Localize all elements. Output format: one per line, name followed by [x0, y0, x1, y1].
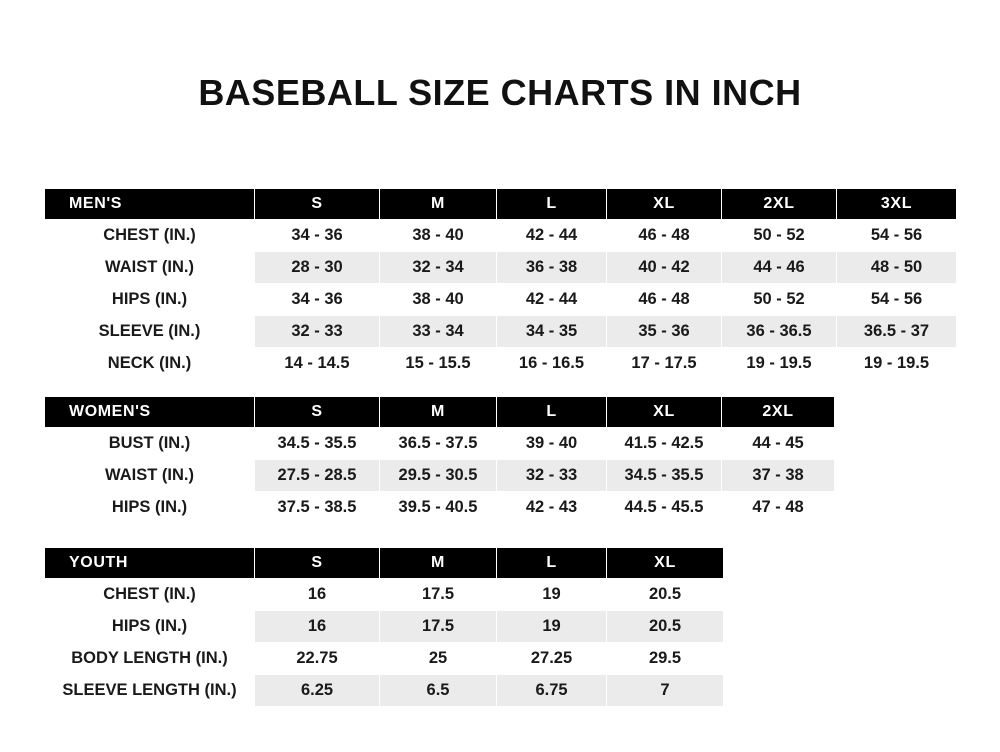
youth-sleeve-length-s: 6.25: [255, 675, 380, 707]
youth-chest-m: 17.5: [380, 579, 497, 611]
mens-sleeve-xl: 35 - 36: [607, 316, 722, 348]
youth-chest-xl: 20.5: [607, 579, 724, 611]
youth-sleeve-length-m: 6.5: [380, 675, 497, 707]
youth-row-label-hips: HIPS (IN.): [45, 611, 255, 643]
youth-header-l: L: [497, 548, 607, 579]
mens-hips-s: 34 - 36: [255, 284, 380, 316]
youth-header-category: YOUTH: [45, 548, 255, 579]
youth-hips-m: 17.5: [380, 611, 497, 643]
mens-chest-3xl: 54 - 56: [837, 220, 957, 252]
womens-header-category: WOMEN'S: [45, 397, 255, 428]
mens-neck-3xl: 19 - 19.5: [837, 348, 957, 380]
mens-waist-xl: 40 - 42: [607, 252, 722, 284]
youth-hips-s: 16: [255, 611, 380, 643]
mens-waist-l: 36 - 38: [497, 252, 607, 284]
womens-waist-l: 32 - 33: [497, 460, 607, 492]
mens-hips-2xl: 50 - 52: [722, 284, 837, 316]
mens-hips-m: 38 - 40: [380, 284, 497, 316]
mens-neck-l: 16 - 16.5: [497, 348, 607, 380]
womens-bust-2xl: 44 - 45: [722, 428, 835, 460]
mens-row-label-waist: WAIST (IN.): [45, 252, 255, 284]
womens-bust-l: 39 - 40: [497, 428, 607, 460]
womens-waist-s: 27.5 - 28.5: [255, 460, 380, 492]
table-row: [45, 643, 724, 675]
mens-chest-2xl: 50 - 52: [722, 220, 837, 252]
mens-chest-m: 38 - 40: [380, 220, 497, 252]
youth-row-label-sleeve-length: SLEEVE LENGTH (IN.): [45, 675, 255, 707]
mens-sleeve-2xl: 36 - 36.5: [722, 316, 837, 348]
table-row: [45, 316, 957, 348]
youth-sleeve-length-xl: 7: [607, 675, 724, 707]
table-row: [45, 675, 724, 707]
youth-sleeve-length-l: 6.75: [497, 675, 607, 707]
youth-chest-l: 19: [497, 579, 607, 611]
table-row: [45, 252, 957, 284]
mens-hips-3xl: 54 - 56: [837, 284, 957, 316]
mens-hips-l: 42 - 44: [497, 284, 607, 316]
table-row: [45, 492, 835, 524]
table-row: [45, 284, 957, 316]
youth-chest-s: 16: [255, 579, 380, 611]
mens-table-header-row: [45, 189, 957, 220]
mens-row-label-sleeve: SLEEVE (IN.): [45, 316, 255, 348]
womens-waist-m: 29.5 - 30.5: [380, 460, 497, 492]
mens-waist-s: 28 - 30: [255, 252, 380, 284]
womens-table-header-row: [45, 397, 835, 428]
youth-header-s: S: [255, 548, 380, 579]
womens-waist-xl: 34.5 - 35.5: [607, 460, 722, 492]
womens-hips-l: 42 - 43: [497, 492, 607, 524]
mens-waist-3xl: 48 - 50: [837, 252, 957, 284]
womens-hips-2xl: 47 - 48: [722, 492, 835, 524]
table-row: [45, 579, 724, 611]
mens-sleeve-3xl: 36.5 - 37: [837, 316, 957, 348]
youth-table-header-row: [45, 548, 724, 579]
womens-hips-s: 37.5 - 38.5: [255, 492, 380, 524]
womens-waist-2xl: 37 - 38: [722, 460, 835, 492]
mens-row-label-chest: CHEST (IN.): [45, 220, 255, 252]
table-row: [45, 460, 835, 492]
mens-header-3xl: 3XL: [837, 189, 957, 220]
womens-header-s: S: [255, 397, 380, 428]
womens-header-l: L: [497, 397, 607, 428]
table-row: [45, 611, 724, 643]
mens-row-label-neck: NECK (IN.): [45, 348, 255, 380]
youth-size-table: [44, 547, 724, 707]
youth-header-xl: XL: [607, 548, 724, 579]
youth-hips-l: 19: [497, 611, 607, 643]
mens-neck-s: 14 - 14.5: [255, 348, 380, 380]
mens-header-category: MEN'S: [45, 189, 255, 220]
mens-chest-l: 42 - 44: [497, 220, 607, 252]
womens-hips-xl: 44.5 - 45.5: [607, 492, 722, 524]
youth-row-label-body-length: BODY LENGTH (IN.): [45, 643, 255, 675]
womens-hips-m: 39.5 - 40.5: [380, 492, 497, 524]
youth-body-length-m: 25: [380, 643, 497, 675]
mens-sleeve-s: 32 - 33: [255, 316, 380, 348]
table-row: [45, 220, 957, 252]
womens-header-m: M: [380, 397, 497, 428]
womens-bust-xl: 41.5 - 42.5: [607, 428, 722, 460]
mens-sleeve-m: 33 - 34: [380, 316, 497, 348]
mens-header-l: L: [497, 189, 607, 220]
womens-bust-s: 34.5 - 35.5: [255, 428, 380, 460]
youth-hips-xl: 20.5: [607, 611, 724, 643]
womens-header-xl: XL: [607, 397, 722, 428]
youth-header-m: M: [380, 548, 497, 579]
mens-waist-m: 32 - 34: [380, 252, 497, 284]
mens-hips-xl: 46 - 48: [607, 284, 722, 316]
mens-header-2xl: 2XL: [722, 189, 837, 220]
table-row: [45, 428, 835, 460]
youth-body-length-s: 22.75: [255, 643, 380, 675]
page-title: BASEBALL SIZE CHARTS IN INCH: [198, 72, 802, 113]
womens-size-table: [44, 396, 835, 524]
mens-header-xl: XL: [607, 189, 722, 220]
mens-chest-xl: 46 - 48: [607, 220, 722, 252]
youth-body-length-xl: 29.5: [607, 643, 724, 675]
mens-waist-2xl: 44 - 46: [722, 252, 837, 284]
womens-row-label-bust: BUST (IN.): [45, 428, 255, 460]
mens-chest-s: 34 - 36: [255, 220, 380, 252]
womens-row-label-hips: HIPS (IN.): [45, 492, 255, 524]
mens-neck-xl: 17 - 17.5: [607, 348, 722, 380]
mens-size-table: [44, 188, 957, 380]
womens-header-2xl: 2XL: [722, 397, 835, 428]
mens-neck-2xl: 19 - 19.5: [722, 348, 837, 380]
table-row: [45, 348, 957, 380]
mens-sleeve-l: 34 - 35: [497, 316, 607, 348]
youth-body-length-l: 27.25: [497, 643, 607, 675]
mens-header-m: M: [380, 189, 497, 220]
youth-row-label-chest: CHEST (IN.): [45, 579, 255, 611]
mens-neck-m: 15 - 15.5: [380, 348, 497, 380]
mens-header-s: S: [255, 189, 380, 220]
womens-row-label-waist: WAIST (IN.): [45, 460, 255, 492]
womens-bust-m: 36.5 - 37.5: [380, 428, 497, 460]
mens-row-label-hips: HIPS (IN.): [45, 284, 255, 316]
